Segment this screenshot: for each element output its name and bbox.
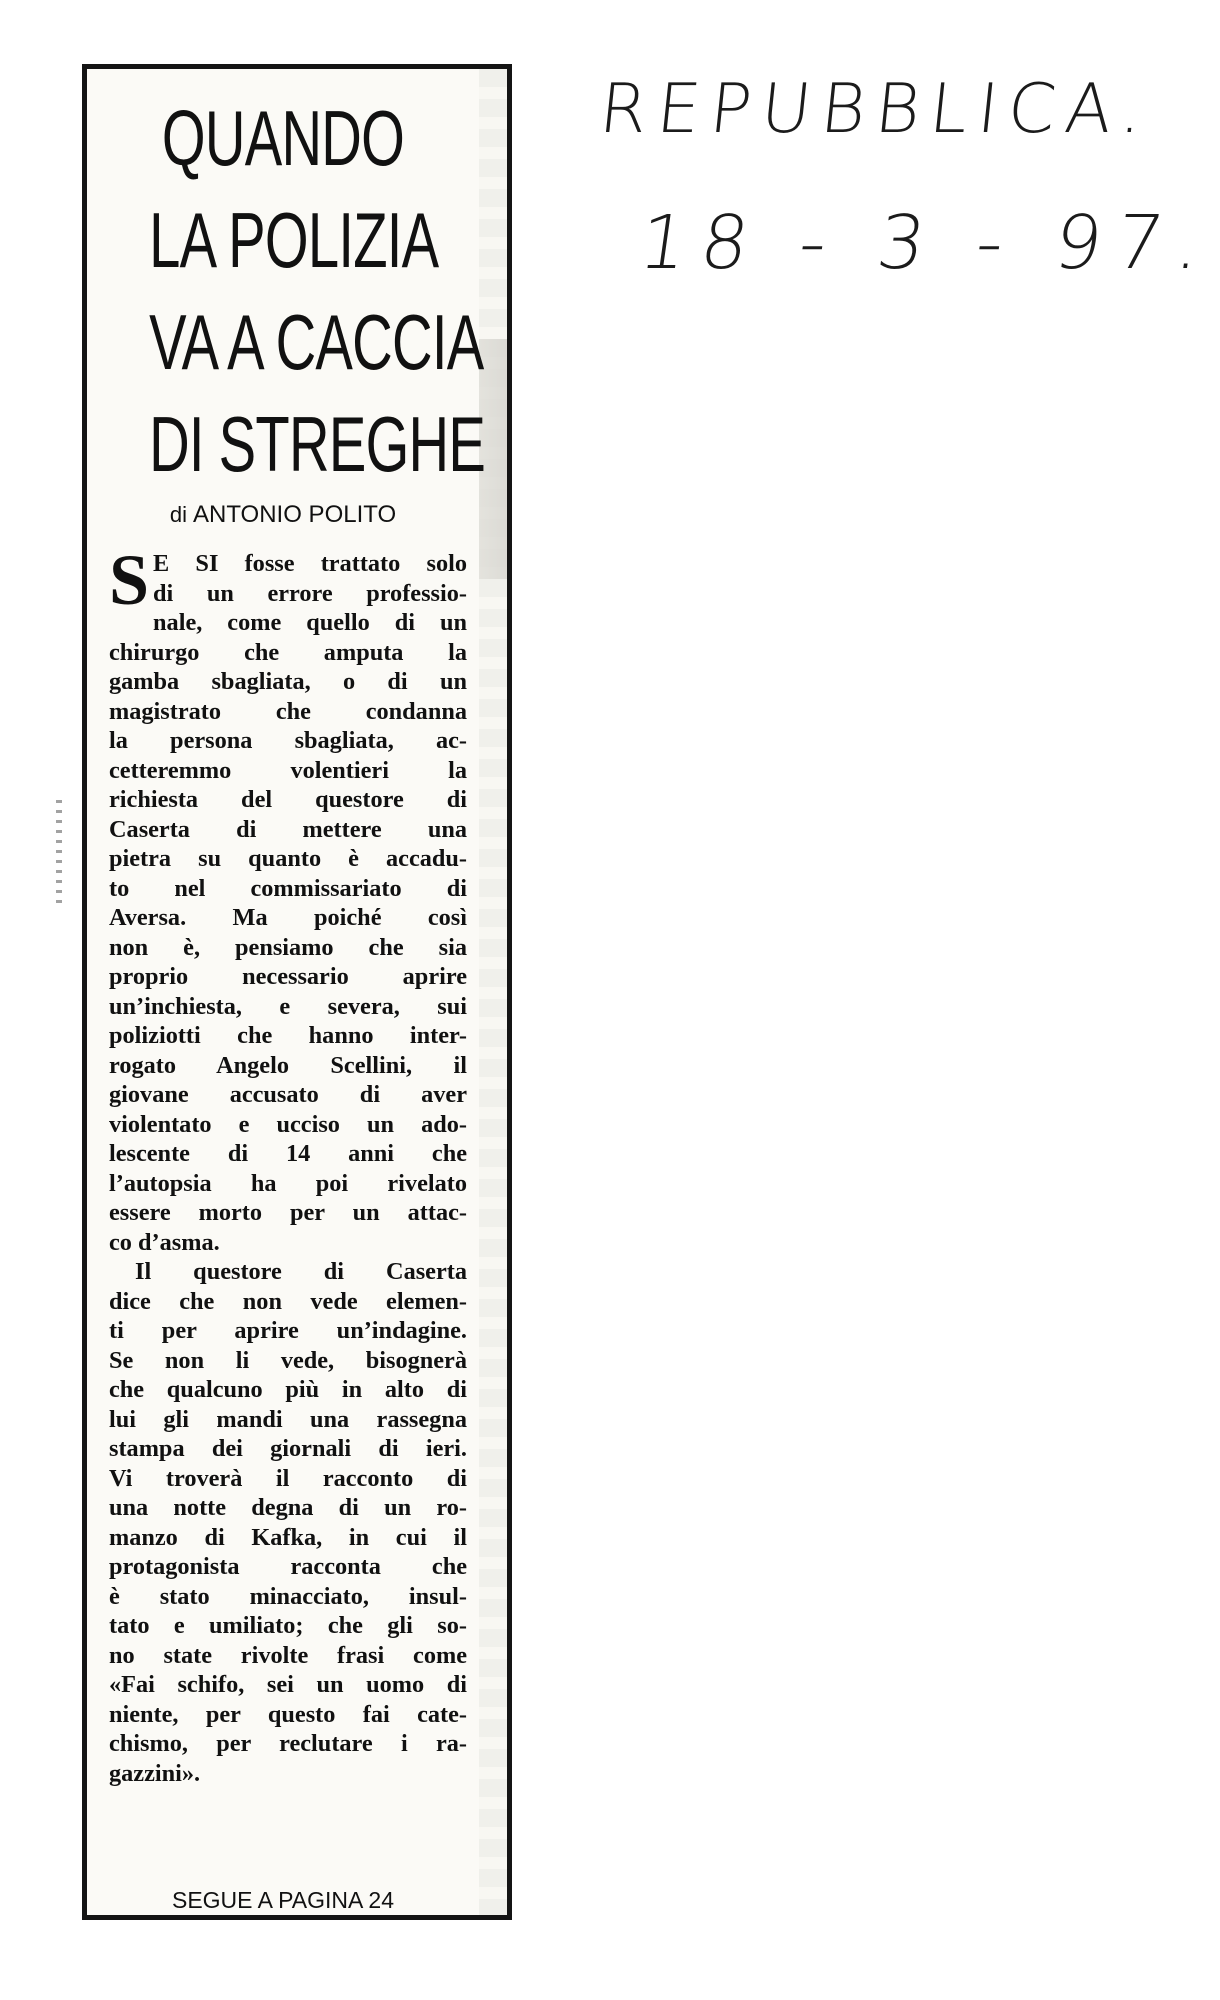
newspaper-clipping [82, 64, 512, 1920]
body-line: di un errore professio- [153, 579, 467, 607]
headline-line: QUANDO [161, 94, 405, 182]
body-line: giovane accusato di aver [109, 1081, 467, 1108]
article-column [87, 69, 486, 1915]
headline-line: LA POLIZIA [149, 196, 439, 284]
body-line: è stato minacciato, insul- [109, 1582, 467, 1610]
drop-cap: S [109, 540, 150, 620]
body-line: una notte degna di un ro- [109, 1494, 467, 1521]
body-line: E SI fosse trattato solo [153, 550, 467, 577]
headline-line: VA A CACCIA [149, 298, 484, 386]
body-line: Aversa. Ma poiché così [109, 904, 467, 931]
body-line: la persona sbagliata, ac- [109, 727, 467, 754]
body-line: co d’asma. [109, 1228, 220, 1256]
body-line: Vi troverà il racconto di [109, 1464, 467, 1492]
body-line: magistrato che condanna [109, 697, 467, 725]
headline [97, 87, 486, 495]
body-line: richiesta del questore di [109, 786, 467, 813]
body-line: gamba sbagliata, o di un [109, 668, 467, 695]
body-line: Se non li vede, bisognerà [109, 1346, 467, 1374]
body-line: che qualcuno più in alto di [109, 1376, 467, 1403]
body-line: un’inchiesta, e severa, sui [109, 992, 467, 1020]
body-line: to nel commissariato di [109, 874, 467, 902]
body-line: ti per aprire un’indagine. [109, 1317, 467, 1344]
body-line: chismo, per reclutare i ra- [109, 1730, 467, 1757]
scan-artifact [56, 800, 62, 910]
body-line: «Fai schifo, sei un uomo di [109, 1671, 467, 1698]
body-line: Il questore di Caserta [135, 1258, 467, 1285]
headline-line: DI STREGHE [149, 400, 486, 488]
body-line: cetteremmo volentieri la [109, 756, 467, 784]
body-line: nale, come quello di un [153, 609, 467, 636]
continuation-note: SEGUE A PAGINA 24 [171, 1887, 394, 1913]
body-line: rogato Angelo Scellini, il [109, 1051, 467, 1079]
body-line: tato e umiliato; che gli so- [109, 1612, 467, 1639]
body-line: lui gli mandi una rassegna [109, 1405, 467, 1433]
body-line: stampa dei giornali di ieri. [109, 1435, 467, 1462]
body-line: chirurgo che amputa la [109, 638, 467, 666]
body-line: Caserta di mettere una [109, 815, 467, 843]
handwritten-date: 18 - 3 - 97. [633, 200, 1220, 286]
body-line: pietra su quanto è accadu- [109, 845, 467, 872]
body-line: gazzini». [109, 1759, 201, 1787]
body-line: poliziotti che hanno inter- [109, 1022, 467, 1049]
body-line: protagonista racconta che [109, 1553, 467, 1580]
byline-author: ANTONIO POLITO [192, 501, 397, 528]
byline [87, 501, 479, 529]
body-line: manzo di Kafka, in cui il [109, 1523, 467, 1551]
body-line: essere morto per un attac- [109, 1199, 467, 1226]
body-line: violentato e ucciso un ado- [109, 1110, 467, 1138]
byline-prefix: di [169, 502, 187, 527]
body-line: lescente di 14 anni che [109, 1140, 467, 1167]
body-line: niente, per questo fai cate- [109, 1700, 467, 1728]
body-line: proprio necessario aprire [109, 963, 467, 990]
article-body [109, 540, 467, 1788]
body-line: l’autopsia ha poi rivelato [109, 1169, 467, 1197]
body-line: no state rivolte frasi come [109, 1641, 467, 1669]
body-line: non è, pensiamo che sia [109, 933, 467, 961]
handwritten-source: REPUBBLICA. [595, 70, 1157, 149]
body-line: dice che non vede elemen- [109, 1287, 467, 1315]
